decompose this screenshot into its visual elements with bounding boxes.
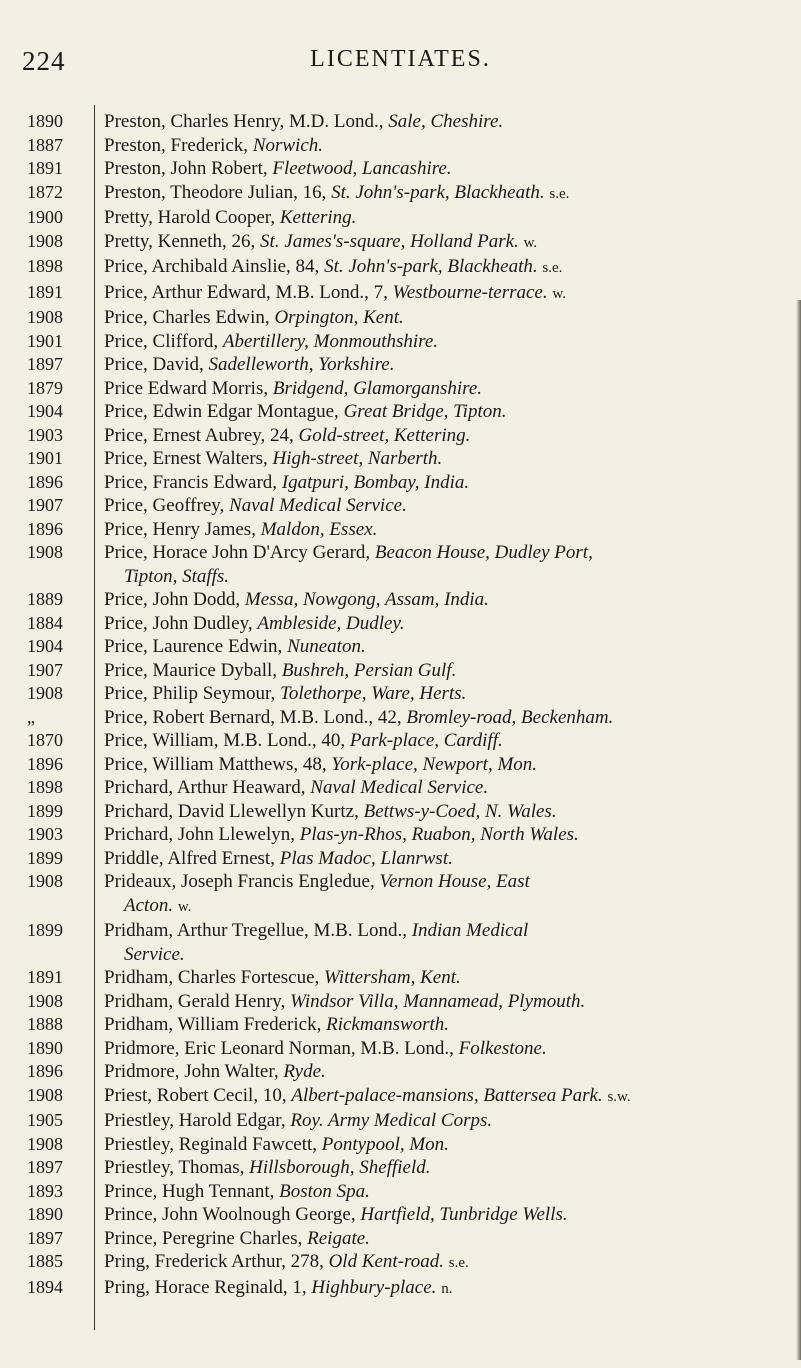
entry-year: 1899 bbox=[27, 800, 63, 821]
entry-year: 1898 bbox=[27, 256, 63, 276]
list-item bbox=[0, 230, 801, 256]
entry-address: Pontypool, Mon. bbox=[321, 1133, 449, 1155]
entry-text bbox=[95, 1084, 801, 1110]
entry-address: St. James's-square, Holland Park. bbox=[260, 230, 519, 252]
entry-address: Norwich. bbox=[252, 134, 324, 156]
entry-text bbox=[95, 377, 801, 401]
entry-district: w. bbox=[523, 234, 538, 251]
entry-address: Rickmansworth. bbox=[326, 1014, 450, 1035]
entry-year: 1896 bbox=[27, 753, 63, 774]
entry-address: Albert-palace-mansions, Battersea Park. bbox=[291, 1084, 603, 1106]
entry-name: Preston, Charles Henry, M.D. Lond., bbox=[104, 111, 384, 132]
list-item bbox=[0, 847, 801, 871]
entry-text bbox=[95, 659, 801, 683]
entry-text bbox=[95, 1133, 801, 1157]
list-item bbox=[0, 330, 801, 354]
entry-address: St. John's-park, Blackheath. bbox=[324, 256, 538, 277]
entry-address: Plas Madoc, Llanrwst. bbox=[279, 847, 453, 869]
entry-address: Ambleside, Dudley. bbox=[257, 612, 405, 634]
list-item bbox=[0, 1037, 801, 1061]
entry-year: 1896 bbox=[27, 518, 63, 539]
entry-text bbox=[95, 1060, 801, 1084]
entry-name: Price, John Dodd, bbox=[104, 589, 241, 610]
entry-address: Messa, Nowgong, Assam, India. bbox=[244, 589, 489, 610]
entry-text bbox=[95, 1250, 801, 1276]
entry-year: 1894 bbox=[27, 1276, 63, 1297]
entry-name: Prince, Peregrine Charles, bbox=[104, 1227, 303, 1249]
entry-text bbox=[95, 1037, 801, 1061]
page-number: 224 bbox=[22, 46, 66, 76]
entry-district: s.w. bbox=[607, 1088, 631, 1105]
entry-continuation bbox=[104, 565, 777, 589]
entry-name: Price, David, bbox=[104, 354, 204, 375]
entry-text bbox=[95, 1203, 801, 1227]
entry-text bbox=[95, 206, 801, 230]
list-item bbox=[0, 823, 801, 847]
entry-text bbox=[95, 281, 801, 307]
list-item bbox=[0, 682, 801, 706]
list-item bbox=[0, 635, 801, 659]
entry-year: 1879 bbox=[27, 377, 63, 398]
entry-text bbox=[95, 706, 801, 730]
entry-address: Maldon, Essex. bbox=[260, 518, 378, 540]
entry-year: 1899 bbox=[27, 847, 63, 868]
entry-address-continued: Acton. bbox=[124, 894, 174, 916]
entry-address: Naval Medical Service. bbox=[310, 777, 489, 798]
list-item bbox=[0, 518, 801, 542]
entry-year: 1896 bbox=[27, 471, 63, 492]
entry-name: Pridmore, Eric Leonard Norman, M.B. Lond., bbox=[104, 1037, 454, 1059]
list-item bbox=[0, 424, 801, 448]
entry-text bbox=[95, 424, 801, 448]
entry-name: Priest, Robert Cecil, 10, bbox=[104, 1084, 287, 1106]
entry-name: Prichard, Arthur Heaward, bbox=[104, 777, 306, 798]
entry-text bbox=[95, 682, 801, 706]
entry-address: Tolethorpe, Ware, Herts. bbox=[280, 683, 467, 704]
entry-year: 1893 bbox=[27, 1180, 63, 1201]
list-item bbox=[0, 1250, 801, 1276]
entry-year: 1888 bbox=[27, 1014, 63, 1034]
entry-address: Roy. Army Medical Corps. bbox=[290, 1110, 493, 1131]
entry-year: 1896 bbox=[27, 1061, 63, 1081]
entry-address: Old Kent-road. bbox=[328, 1251, 444, 1272]
entry-text bbox=[95, 753, 801, 777]
list-item bbox=[0, 706, 801, 730]
list-item bbox=[0, 1060, 801, 1084]
entry-name: Price, Francis Edward, bbox=[104, 471, 278, 493]
entry-name: Preston, John Robert, bbox=[104, 158, 268, 179]
entry-address-continued: Service. bbox=[124, 943, 185, 965]
list-item bbox=[0, 377, 801, 401]
running-head: LICENTIATES. bbox=[310, 46, 491, 72]
entry-text bbox=[95, 870, 801, 919]
entry-address: Folkestone. bbox=[458, 1037, 547, 1059]
entry-text bbox=[95, 110, 801, 134]
entry-address: Naval Medical Service. bbox=[229, 495, 407, 516]
entry-name: Price, William Matthews, 48, bbox=[104, 753, 327, 775]
entry-text bbox=[95, 1227, 801, 1251]
entry-name: Pring, Frederick Arthur, 278, bbox=[104, 1251, 324, 1272]
list-item bbox=[0, 1203, 801, 1227]
entry-text bbox=[95, 400, 801, 424]
entry-name: Price, Henry James, bbox=[104, 518, 256, 540]
entry-year: 1872 bbox=[27, 181, 63, 202]
entry-year: 1899 bbox=[27, 920, 63, 940]
entry-district: n. bbox=[441, 1280, 453, 1297]
entry-text bbox=[95, 518, 801, 542]
entry-address: Sale, Cheshire. bbox=[388, 111, 504, 132]
entry-year: 1908 bbox=[27, 1084, 63, 1105]
entry-address: Kettering. bbox=[279, 207, 357, 228]
list-item bbox=[0, 471, 801, 495]
list-item bbox=[0, 1156, 801, 1180]
entry-year: 1891 bbox=[27, 158, 63, 178]
entry-year: 1891 bbox=[27, 281, 63, 302]
list-item bbox=[0, 919, 801, 966]
entry-year: 1901 bbox=[27, 448, 63, 468]
entry-text bbox=[95, 847, 801, 871]
entry-address: Orpington, Kent. bbox=[274, 307, 404, 328]
entry-continuation bbox=[104, 943, 777, 967]
entry-address: Ryde. bbox=[283, 1061, 326, 1082]
entry-address: Bettws-y-Coed, N. Wales. bbox=[363, 800, 557, 822]
entry-year: 1903 bbox=[27, 424, 63, 445]
entry-name: Prince, John Woolnough George, bbox=[104, 1204, 356, 1225]
list-item bbox=[0, 134, 801, 158]
list-item bbox=[0, 753, 801, 777]
entry-year: 1907 bbox=[27, 659, 63, 680]
entry-name: Price, Clifford, bbox=[104, 330, 219, 352]
entry-name: Price, Charles Edwin, bbox=[104, 307, 270, 328]
list-item bbox=[0, 776, 801, 800]
list-item bbox=[0, 494, 801, 518]
entry-text bbox=[95, 1156, 801, 1180]
entry-address: Gold-street, Kettering. bbox=[298, 424, 471, 446]
entry-text bbox=[95, 1013, 801, 1037]
entry-text bbox=[95, 1109, 801, 1133]
entry-name: Price, Geoffrey, bbox=[104, 495, 225, 516]
list-item bbox=[0, 255, 801, 281]
entry-year: 1889 bbox=[27, 589, 63, 609]
list-item bbox=[0, 306, 801, 330]
entry-name: Price, Horace John D'Arcy Gerard, bbox=[104, 542, 371, 563]
entry-address: Fleetwood, Lancashire. bbox=[272, 158, 452, 179]
entry-name: Price, Philip Seymour, bbox=[104, 683, 276, 704]
entry-year: 1908 bbox=[27, 683, 63, 703]
list-item bbox=[0, 1227, 801, 1251]
list-item bbox=[0, 1013, 801, 1037]
entry-year: 1908 bbox=[27, 871, 63, 891]
entry-text bbox=[95, 181, 801, 207]
list-item bbox=[0, 181, 801, 207]
entry-name: Price, Maurice Dyball, bbox=[104, 659, 278, 681]
entry-year: „ bbox=[27, 706, 35, 727]
list-item bbox=[0, 659, 801, 683]
entry-year: 1870 bbox=[27, 730, 63, 750]
entry-name: Priestley, Reginald Fawcett, bbox=[104, 1133, 317, 1155]
entry-year: 1901 bbox=[27, 330, 63, 351]
entry-year: 1908 bbox=[27, 542, 63, 562]
entry-address: St. John's-park, Blackheath. bbox=[331, 181, 545, 203]
entry-address: Windsor Villa, Mannamead, Plymouth. bbox=[290, 990, 586, 1012]
entry-name: Pridmore, John Walter, bbox=[104, 1061, 279, 1082]
entry-address: Wittersham, Kent. bbox=[324, 967, 461, 988]
entry-year: 1908 bbox=[27, 1133, 63, 1154]
entry-year: 1897 bbox=[27, 354, 63, 374]
entry-address: Plas-yn-Rhos, Ruabon, North Wales. bbox=[299, 824, 579, 845]
entry-address: Park-place, Cardiff. bbox=[349, 730, 503, 751]
entry-address: Reigate. bbox=[307, 1227, 370, 1249]
entry-text bbox=[95, 990, 801, 1014]
entry-name: Price, Robert Bernard, M.B. Lond., 42, bbox=[104, 706, 402, 728]
entry-name: Priddle, Alfred Ernest, bbox=[104, 847, 275, 869]
entry-district: s.e. bbox=[542, 260, 563, 276]
entry-year: 1884 bbox=[27, 612, 63, 633]
entry-text bbox=[95, 1276, 801, 1302]
entry-text bbox=[95, 588, 801, 612]
list-item bbox=[0, 206, 801, 230]
entry-name: Price, Ernest Walters, bbox=[104, 448, 268, 469]
entry-name: Prichard, John Llewelyn, bbox=[104, 824, 296, 845]
entry-year: 1891 bbox=[27, 967, 63, 987]
entry-address: Bridgend, Glamorganshire. bbox=[272, 377, 483, 399]
entry-address: Vernon House, East bbox=[379, 871, 530, 892]
list-item bbox=[0, 800, 801, 824]
entry-name: Priestley, Harold Edgar, bbox=[104, 1110, 286, 1131]
list-item bbox=[0, 1084, 801, 1110]
entry-name: Price, William, M.B. Lond., 40, bbox=[104, 730, 346, 751]
entry-text bbox=[95, 353, 801, 377]
entry-name: Pridham, Charles Fortescue, bbox=[104, 967, 320, 988]
entry-text bbox=[95, 729, 801, 753]
entry-year: 1908 bbox=[27, 307, 63, 327]
entry-address: Westbourne-terrace. bbox=[392, 281, 548, 303]
entry-name: Price, Arthur Edward, M.B. Lond., 7, bbox=[104, 281, 388, 303]
list-item bbox=[0, 110, 801, 134]
list-item bbox=[0, 541, 801, 588]
entry-address: Great Bridge, Tipton. bbox=[343, 401, 507, 422]
list-item bbox=[0, 1109, 801, 1133]
entry-address: Abertillery, Monmouthshire. bbox=[222, 330, 439, 352]
list-item bbox=[0, 588, 801, 612]
entry-text bbox=[95, 776, 801, 800]
entry-year: 1890 bbox=[27, 1037, 63, 1058]
entry-address: Igatpuri, Bombay, India. bbox=[281, 471, 470, 493]
entry-text bbox=[95, 157, 801, 181]
entry-district: s.e. bbox=[448, 1255, 469, 1271]
entry-name: Price, Edwin Edgar Montague, bbox=[104, 401, 339, 422]
entry-year: 1908 bbox=[27, 990, 63, 1011]
entry-address: York-place, Newport, Mon. bbox=[331, 753, 538, 775]
entry-text bbox=[95, 612, 801, 636]
list-item bbox=[0, 353, 801, 377]
entry-text bbox=[95, 471, 801, 495]
entry-name: Preston, Theodore Julian, 16, bbox=[104, 181, 327, 203]
entry-year: 1897 bbox=[27, 1227, 63, 1248]
list-item bbox=[0, 400, 801, 424]
entry-name: Price, Archibald Ainslie, 84, bbox=[104, 256, 320, 277]
entry-address: Nuneaton. bbox=[287, 636, 366, 657]
entry-text bbox=[95, 823, 801, 847]
entry-name: Price, Laurence Edwin, bbox=[104, 636, 283, 657]
entry-year: 1900 bbox=[27, 207, 63, 227]
entry-text bbox=[95, 494, 801, 518]
entry-text bbox=[95, 230, 801, 256]
entry-address: Bushreh, Persian Gulf. bbox=[281, 659, 457, 681]
list-item bbox=[0, 1133, 801, 1157]
entry-address: Beacon House, Dudley Port, bbox=[374, 542, 593, 563]
list-item bbox=[0, 1180, 801, 1204]
entry-district: s.e. bbox=[549, 185, 570, 202]
list-item bbox=[0, 1276, 801, 1302]
entry-text bbox=[95, 1180, 801, 1204]
entry-name: Price Edward Morris, bbox=[104, 377, 269, 399]
entry-name: Pridham, Arthur Tregellue, M.B. Lond., bbox=[104, 920, 407, 941]
entry-year: 1898 bbox=[27, 777, 63, 797]
entry-text bbox=[95, 447, 801, 471]
entry-text bbox=[95, 919, 801, 966]
entry-name: Price, Ernest Aubrey, 24, bbox=[104, 424, 294, 446]
entry-text bbox=[95, 306, 801, 330]
entry-text bbox=[95, 966, 801, 990]
entry-text bbox=[95, 255, 801, 281]
entry-name: Pridham, Gerald Henry, bbox=[104, 990, 286, 1012]
entry-text bbox=[95, 800, 801, 824]
entry-year: 1904 bbox=[27, 636, 63, 656]
entry-year: 1897 bbox=[27, 1157, 63, 1177]
entry-name: Prince, Hugh Tennant, bbox=[104, 1180, 275, 1202]
entry-year: 1908 bbox=[27, 230, 63, 251]
entry-address: High-street, Narberth. bbox=[272, 448, 443, 469]
list-item bbox=[0, 612, 801, 636]
entry-address: Boston Spa. bbox=[279, 1180, 370, 1202]
entry-address-continued: Tipton, Staffs. bbox=[124, 565, 230, 587]
page-edge-shadow bbox=[796, 300, 801, 1360]
entry-year: 1885 bbox=[27, 1251, 63, 1271]
list-item bbox=[0, 990, 801, 1014]
entry-text bbox=[95, 635, 801, 659]
entry-address: Indian Medical bbox=[411, 920, 529, 941]
entry-text bbox=[95, 541, 801, 588]
entry-district: w. bbox=[552, 285, 566, 302]
entry-address: Hartfield, Tunbridge Wells. bbox=[360, 1204, 568, 1225]
entry-text bbox=[95, 330, 801, 354]
entries-list bbox=[0, 110, 801, 1301]
entry-year: 1903 bbox=[27, 824, 63, 844]
entry-name: Price, John Dudley, bbox=[104, 612, 253, 634]
list-item bbox=[0, 281, 801, 307]
entry-year: 1887 bbox=[27, 134, 63, 155]
entry-name: Preston, Frederick, bbox=[104, 134, 249, 156]
list-item bbox=[0, 870, 801, 919]
entry-year: 1907 bbox=[27, 495, 63, 515]
entry-name: Pring, Horace Reginald, 1, bbox=[104, 1276, 307, 1298]
entry-year: 1890 bbox=[27, 111, 63, 131]
entry-name: Pretty, Kenneth, 26, bbox=[104, 230, 256, 252]
list-item bbox=[0, 157, 801, 181]
entry-year: 1904 bbox=[27, 401, 63, 421]
entry-address: Highbury-place. bbox=[311, 1276, 437, 1298]
list-item bbox=[0, 447, 801, 471]
list-item bbox=[0, 966, 801, 990]
entry-continuation bbox=[104, 894, 777, 920]
entry-name: Priestley, Thomas, bbox=[104, 1157, 245, 1178]
entry-name: Pridham, William Frederick, bbox=[104, 1014, 322, 1035]
entry-name: Pretty, Harold Cooper, bbox=[104, 207, 276, 228]
entry-address: Sadelleworth, Yorkshire. bbox=[208, 354, 395, 375]
entry-name: Prichard, David Llewellyn Kurtz, bbox=[104, 800, 359, 822]
entry-text bbox=[95, 134, 801, 158]
entry-name: Prideaux, Joseph Francis Engledue, bbox=[104, 871, 375, 892]
list-item bbox=[0, 729, 801, 753]
entry-address: Hillsborough, Sheffield. bbox=[249, 1157, 431, 1178]
entry-year: 1890 bbox=[27, 1204, 63, 1224]
entry-district: w. bbox=[177, 898, 192, 915]
entry-year: 1905 bbox=[27, 1110, 63, 1130]
entry-address: Bromley-road, Beckenham. bbox=[406, 706, 614, 728]
